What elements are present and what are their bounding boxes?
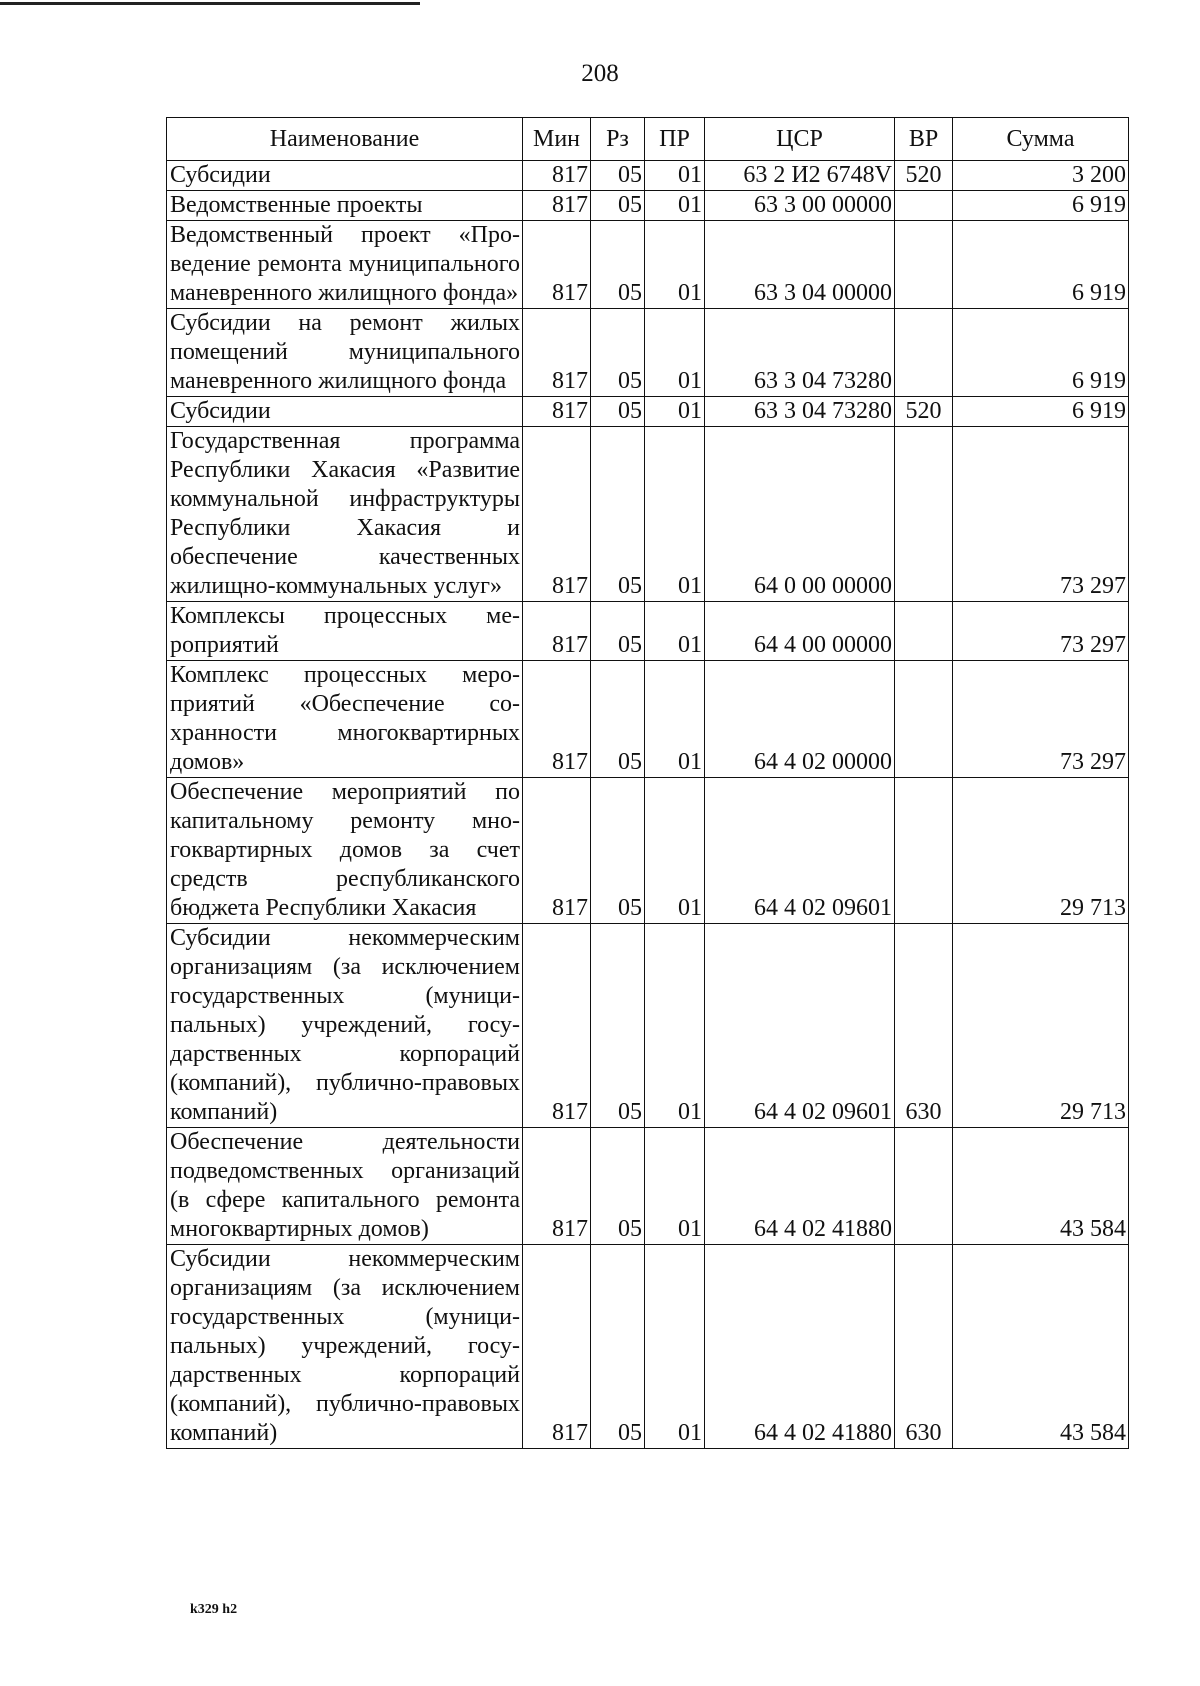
row-csr: 63 3 04 00000 <box>705 221 895 309</box>
row-vr <box>895 602 953 661</box>
row-min: 817 <box>523 1128 591 1245</box>
row-name: Обеспечение мероприятий по капитальному ремонту многоквартирных домов за счет средств республиканского бюджета Республики Хакасия <box>167 778 523 924</box>
row-sum: 6 919 <box>953 309 1129 397</box>
row-min: 817 <box>523 161 591 191</box>
row-rz: 05 <box>591 1128 645 1245</box>
row-sum: 43 584 <box>953 1245 1129 1449</box>
row-sum: 29 713 <box>953 778 1129 924</box>
row-rz: 05 <box>591 778 645 924</box>
row-sum: 29 713 <box>953 924 1129 1128</box>
row-rz: 05 <box>591 602 645 661</box>
row-name: Комплекс процессных мероприятий «Обеспечение сохранности многоквартирных домов» <box>167 661 523 778</box>
row-pr: 01 <box>645 1245 705 1449</box>
row-name: Субсидии некоммерческим организациям (за исключением государственных (муниципальных) учреждений, государственных корпораций (компаний), публично-правовых компаний) <box>167 924 523 1128</box>
row-csr: 63 2 И2 6748V <box>705 161 895 191</box>
row-sum: 3 200 <box>953 161 1129 191</box>
row-csr: 64 4 02 41880 <box>705 1245 895 1449</box>
row-csr: 64 4 02 09601 <box>705 924 895 1128</box>
row-vr: 630 <box>895 924 953 1128</box>
header-name: Наименование <box>167 118 523 161</box>
row-min: 817 <box>523 191 591 221</box>
row-vr: 630 <box>895 1245 953 1449</box>
header-vr: ВР <box>895 118 953 161</box>
row-pr: 01 <box>645 427 705 602</box>
row-min: 817 <box>523 221 591 309</box>
row-csr: 63 3 04 73280 <box>705 397 895 427</box>
row-vr <box>895 427 953 602</box>
row-name: Субсидии <box>167 161 523 191</box>
row-pr: 01 <box>645 309 705 397</box>
row-min: 817 <box>523 1245 591 1449</box>
row-name: Обеспечение деятельности подведомственных организаций (в сфере капитального ремонта многоквартирных домов) <box>167 1128 523 1245</box>
table-row <box>167 661 1129 778</box>
row-pr: 01 <box>645 191 705 221</box>
row-vr: 520 <box>895 161 953 191</box>
row-sum: 43 584 <box>953 1128 1129 1245</box>
row-min: 817 <box>523 602 591 661</box>
top-border-line <box>0 2 420 5</box>
row-vr <box>895 1128 953 1245</box>
row-rz: 05 <box>591 1245 645 1449</box>
footer-code: k329 h2 <box>190 1602 238 1617</box>
row-rz: 05 <box>591 161 645 191</box>
row-pr: 01 <box>645 602 705 661</box>
row-min: 817 <box>523 924 591 1128</box>
row-sum: 73 297 <box>953 661 1129 778</box>
table-row <box>167 309 1129 397</box>
row-name: Субсидии <box>167 397 523 427</box>
row-pr: 01 <box>645 221 705 309</box>
row-csr: 63 3 00 00000 <box>705 191 895 221</box>
header-csr: ЦСР <box>705 118 895 161</box>
row-rz: 05 <box>591 221 645 309</box>
row-sum: 73 297 <box>953 427 1129 602</box>
page-number: 208 <box>581 60 619 87</box>
row-rz: 05 <box>591 309 645 397</box>
row-csr: 64 0 00 00000 <box>705 427 895 602</box>
row-name: Государственная программа Республики Хакасия «Развитие коммунальной инфраструктуры Республики Хакасия и обеспечение качественных жилищно-коммунальных услуг» <box>167 427 523 602</box>
table-row <box>167 221 1129 309</box>
header-pr: ПР <box>645 118 705 161</box>
table-row <box>167 427 1129 602</box>
row-pr: 01 <box>645 1128 705 1245</box>
header-rz: Рз <box>591 118 645 161</box>
row-name: Субсидии на ремонт жилых помещений муниципального маневренного жилищного фонда <box>167 309 523 397</box>
row-rz: 05 <box>591 924 645 1128</box>
table-row <box>167 1245 1129 1449</box>
table-body <box>167 161 1129 1449</box>
row-name: Комплексы процессных мероприятий <box>167 602 523 661</box>
header-sum: Сумма <box>953 118 1129 161</box>
row-rz: 05 <box>591 191 645 221</box>
row-rz: 05 <box>591 397 645 427</box>
row-vr <box>895 661 953 778</box>
row-sum: 6 919 <box>953 191 1129 221</box>
row-csr: 64 4 02 00000 <box>705 661 895 778</box>
row-min: 817 <box>523 309 591 397</box>
table-row <box>167 602 1129 661</box>
row-vr: 520 <box>895 397 953 427</box>
row-name: Ведомственный проект «Проведение ремонта муниципального маневренного жилищного фонда» <box>167 221 523 309</box>
row-vr <box>895 778 953 924</box>
row-csr: 63 3 04 73280 <box>705 309 895 397</box>
row-vr <box>895 309 953 397</box>
row-pr: 01 <box>645 778 705 924</box>
row-vr <box>895 191 953 221</box>
row-vr <box>895 221 953 309</box>
row-pr: 01 <box>645 924 705 1128</box>
row-name: Ведомственные проекты <box>167 191 523 221</box>
table-row <box>167 191 1129 221</box>
row-min: 817 <box>523 661 591 778</box>
table-row <box>167 778 1129 924</box>
table-header-row <box>167 118 1129 161</box>
row-csr: 64 4 02 09601 <box>705 778 895 924</box>
row-pr: 01 <box>645 661 705 778</box>
row-pr: 01 <box>645 161 705 191</box>
row-sum: 6 919 <box>953 397 1129 427</box>
row-name: Субсидии некоммерческим организациям (за исключением государственных (муниципальных) учреждений, государственных корпораций (компаний), публично-правовых компаний) <box>167 1245 523 1449</box>
table-row <box>167 1128 1129 1245</box>
row-pr: 01 <box>645 397 705 427</box>
row-csr: 64 4 02 41880 <box>705 1128 895 1245</box>
table-row <box>167 397 1129 427</box>
row-rz: 05 <box>591 427 645 602</box>
table-row <box>167 161 1129 191</box>
row-min: 817 <box>523 778 591 924</box>
row-min: 817 <box>523 427 591 602</box>
budget-table <box>166 117 1129 1449</box>
row-sum: 6 919 <box>953 221 1129 309</box>
row-sum: 73 297 <box>953 602 1129 661</box>
header-min: Мин <box>523 118 591 161</box>
row-min: 817 <box>523 397 591 427</box>
row-csr: 64 4 00 00000 <box>705 602 895 661</box>
row-rz: 05 <box>591 661 645 778</box>
table-row <box>167 924 1129 1128</box>
